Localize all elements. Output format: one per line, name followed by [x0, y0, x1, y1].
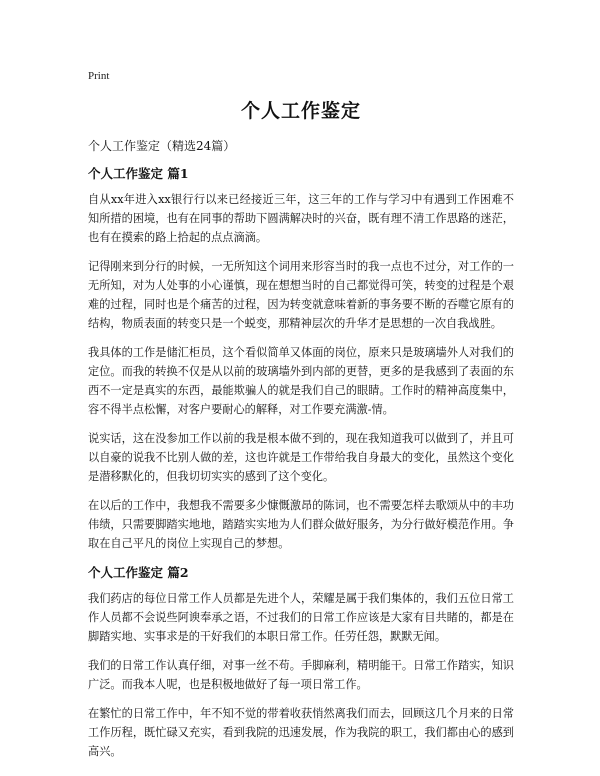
- paragraph: 在繁忙的日常工作中，年不知不觉的带着收获悄然离我们而去，回顾这几个月来的日常工作历程，既忙碌又充实，看到我院的迅速发展，作为我院的职工，我们都由心的感到高兴。: [88, 707, 514, 758]
- section-heading: 个人工作鉴定 篇2: [88, 565, 189, 580]
- paragraph: 我们药店的每位日常工作人员都是先进个人，荣耀是属于我们集体的，我们五位日常工作人员都不会说些阿谀奉承之语，不过我们的日常工作应该是大家有目共睹的，都是在脚踏实地、实事求是的干好我们的本职日常工作。任劳任怨，默默无闻。: [88, 592, 514, 643]
- section-1: [88, 164, 514, 553]
- paragraph: 自从xx年进入xx银行行以来已经接近三年，这三年的工作与学习中有遇到工作困难不知所措的困境，也有在同事的帮助下圆满解决时的兴奋，既有理不清工作思路的迷茫，也有在摸索的路上拾起的点点滴滴。: [88, 193, 514, 244]
- section-2: [88, 563, 514, 761]
- paragraph: 我具体的工作是储汇柜员，这个看似简单又体面的岗位，原来只是玻璃墙外人对我们的定位。而我的转换不仅是从以前的玻璃墙外到内部的更替，更多的是我感到了表面的东西不一定是真实的东西，最能欺骗人的就是我们自己的眼睛。工作时的精神高度集中，容不得半点松懈，对客户要耐心的解释，对工作要充满激-情。: [88, 346, 514, 416]
- paragraph: 记得刚来到分行的时候，一无所知这个词用来形容当时的我一点也不过分，对工作的一无所知，对为人处事的小心谨慎，现在想想当时的自己都觉得可笑，转变的过程是个艰难的过程，同时也是个痛苦的过程，因为转变就意味着新的事务要不断的吞噬它原有的结构，物质表面的转变只是一个蜕变，那精神层次的升华才是思想的一次自我战胜。: [88, 260, 514, 330]
- print-label: Print: [88, 70, 110, 82]
- paragraph: 说实话，这在没参加工作以前的我是根本做不到的，现在我知道我可以做到了，并且可以自豪的说我不比别人做的差，这也许就是工作带给我自身最大的变化，虽然这个变化是潜移默化的，但我切切实实的感到了这个变化。: [88, 432, 514, 483]
- section-heading: 个人工作鉴定 篇1: [88, 166, 189, 181]
- paragraph: 在以后的工作中，我想我不需要多少慷慨激昂的陈词，也不需要怎样去歌颂从中的丰功伟绩，只需要脚踏实地地，踏踏实实地为人们群众做好服务，为分行做好模范作用。争取在自己平凡的岗位上实现自己的梦想。: [88, 499, 514, 550]
- paragraph: 我们的日常工作认真仔细，对事一丝不苟。手脚麻利，精明能干。日常工作踏实，知识广泛。而我本人呢，也是积极地做好了每一项日常工作。: [88, 659, 514, 691]
- document-subtitle: 个人工作鉴定（精选24篇）: [88, 139, 236, 153]
- document-title: 个人工作鉴定: [240, 100, 361, 122]
